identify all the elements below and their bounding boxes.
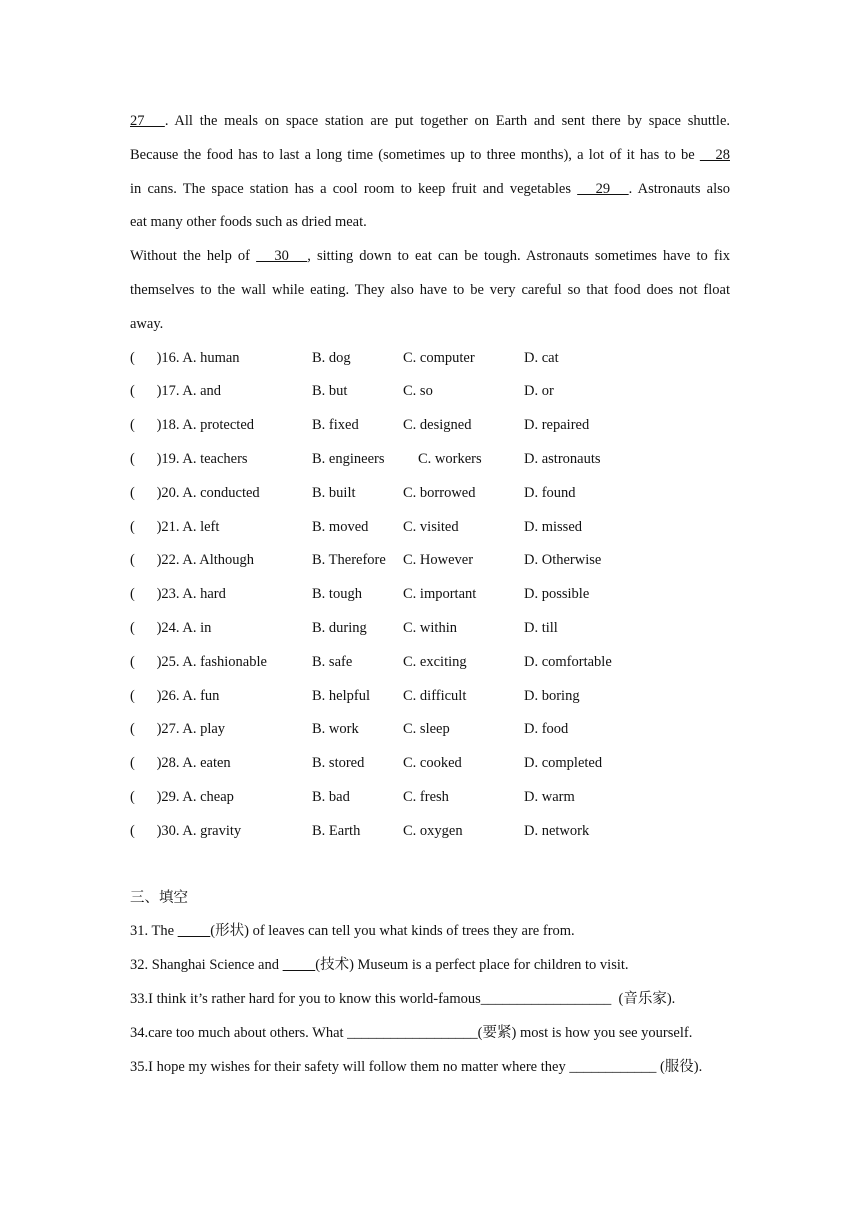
answer-blank-28: 28	[699, 146, 730, 163]
fill-text: (服役).	[656, 1058, 703, 1075]
option-b: B. Therefore	[312, 552, 386, 569]
answer-blank-29: 29	[577, 180, 629, 197]
option-c: C. workers	[418, 450, 482, 467]
passage-text: . Astronauts also	[628, 180, 730, 197]
fill-text: 35.I hope my wishes for their safety will follow them no matter where they	[130, 1058, 570, 1075]
option-d: D. food	[524, 721, 569, 738]
question-number: ( )21. A. left	[130, 518, 220, 535]
option-c: C. within	[403, 619, 457, 636]
question-number: ( )26. A. fun	[130, 687, 220, 704]
passage-text: in cans. The space station has a cool room to keep fruit and vegetables	[130, 180, 578, 197]
question-row	[130, 342, 730, 376]
question-row	[130, 511, 730, 545]
passage-text: themselves to the wall while eating. They also have to be very careful so that food does not float	[130, 281, 730, 298]
option-d: D. boring	[524, 687, 580, 704]
option-d: D. possible	[524, 586, 590, 603]
fill-item	[130, 1017, 730, 1051]
question-row	[130, 409, 730, 443]
option-b: B. work	[312, 721, 359, 738]
fill-item	[130, 983, 730, 1017]
passage-line	[130, 173, 730, 207]
option-b: B. moved	[312, 518, 369, 535]
passage-text: , sitting down to eat can be tough. Astronauts sometimes have to fix	[307, 248, 730, 265]
passage-text: away.	[130, 315, 164, 332]
fill-text: 32. Shanghai Science and	[130, 957, 283, 974]
option-c: C. borrowed	[403, 484, 476, 501]
question-row	[130, 781, 730, 815]
option-d: D. comfortable	[524, 653, 612, 670]
option-c: C. important	[403, 586, 477, 603]
option-c: C. so	[403, 383, 433, 400]
question-number: ( )20. A. conducted	[130, 484, 260, 501]
question-number: ( )24. A. in	[130, 619, 212, 636]
option-b: B. fixed	[312, 417, 359, 434]
passage-text: . All the meals on space station are put together on Earth and sent there by space shuttle.	[164, 113, 731, 129]
option-b: B. engineers	[312, 450, 385, 467]
option-b: B. but	[312, 383, 348, 400]
option-d: D. or	[524, 383, 554, 400]
question-row	[130, 747, 730, 781]
option-c: C. difficult	[403, 687, 467, 704]
fill-text: (技术) Museum is a perfect place for children to visit.	[315, 957, 629, 974]
fill-blank: __________________	[347, 1024, 478, 1041]
question-number: ( )17. A. and	[130, 383, 222, 400]
passage-line	[130, 308, 730, 342]
question-row	[130, 477, 730, 511]
option-b: B. safe	[312, 653, 353, 670]
option-b: B. stored	[312, 755, 365, 772]
question-row	[130, 680, 730, 714]
fill-text: 33.I think it’s rather hard for you to know this world-famous	[130, 990, 481, 1007]
passage-text: eat many other foods such as dried meat.	[130, 214, 367, 231]
option-b: B. tough	[312, 586, 362, 603]
question-list	[130, 342, 730, 849]
option-d: D. network	[524, 822, 590, 839]
option-c: C. However	[403, 552, 474, 569]
question-number: ( )28. A. eaten	[130, 755, 231, 772]
question-number: ( )23. A. hard	[130, 586, 226, 603]
option-d: D. completed	[524, 755, 603, 772]
fill-item	[130, 1051, 730, 1085]
answer-blank-30: 30	[256, 248, 308, 265]
option-b: B. built	[312, 484, 356, 501]
passage-line	[130, 274, 730, 308]
fill-blank	[178, 923, 211, 939]
option-c: C. sleep	[403, 721, 450, 738]
fill-text: (形状) of leaves can tell you what kinds of trees they are from.	[210, 923, 575, 940]
question-number: ( )27. A. play	[130, 721, 226, 738]
question-row	[130, 578, 730, 612]
passage-line	[130, 206, 730, 240]
option-c: C. designed	[403, 417, 472, 434]
option-d: D. found	[524, 484, 576, 501]
fill-text: (要紧) most is how you see yourself.	[477, 1024, 693, 1041]
section-title: 三、填空	[130, 889, 188, 906]
question-number: ( )18. A. protected	[130, 417, 255, 434]
option-b: B. during	[312, 619, 367, 636]
option-d: D. warm	[524, 788, 575, 805]
question-row	[130, 713, 730, 747]
option-d: D. missed	[524, 518, 582, 535]
fill-text: (音乐家).	[611, 990, 676, 1007]
document-content	[130, 105, 730, 1084]
option-c: C. fresh	[403, 788, 449, 805]
question-row	[130, 544, 730, 578]
question-row	[130, 375, 730, 409]
question-number: ( )30. A. gravity	[130, 822, 242, 839]
question-number: ( )22. A. Although	[130, 552, 255, 569]
question-row	[130, 646, 730, 680]
question-row	[130, 612, 730, 646]
option-d: D. cat	[524, 349, 559, 366]
option-d: D. till	[524, 619, 558, 636]
fill-item	[130, 949, 730, 983]
option-b: B. helpful	[312, 687, 370, 704]
option-c: C. exciting	[403, 653, 467, 670]
passage-line	[130, 240, 730, 274]
option-d: D. astronauts	[524, 450, 601, 467]
question-number: ( )19. A. teachers	[130, 450, 248, 467]
fill-blank: __________________	[480, 990, 612, 1007]
fill-text: 31. The	[130, 923, 178, 940]
question-row	[130, 443, 730, 477]
question-number: ( )16. A. human	[130, 349, 240, 366]
question-number: ( )25. A. fashionable	[130, 653, 267, 670]
passage-line	[130, 105, 730, 139]
passage-text: Without the help of	[130, 248, 257, 265]
answer-blank-27: 27	[130, 113, 165, 129]
fill-item	[130, 915, 730, 949]
passage-line	[130, 139, 730, 173]
question-row	[130, 815, 730, 849]
option-c: C. visited	[403, 518, 459, 535]
passage-text: Because the food has to last a long time (sometimes up to three months), a lot of it has to be	[130, 146, 695, 163]
option-c: C. computer	[403, 349, 475, 366]
fill-blank	[283, 957, 316, 973]
option-d: D. Otherwise	[524, 552, 602, 569]
option-b: B. dog	[312, 349, 351, 366]
option-c: C. cooked	[403, 755, 462, 772]
fill-text: 34.care too much about others. What	[130, 1024, 348, 1041]
option-c: C. oxygen	[403, 822, 463, 839]
question-number: ( )29. A. cheap	[130, 788, 234, 805]
option-b: B. Earth	[312, 822, 361, 839]
option-b: B. bad	[312, 788, 350, 805]
fill-blank: ____________	[569, 1058, 657, 1075]
option-d: D. repaired	[524, 417, 590, 434]
